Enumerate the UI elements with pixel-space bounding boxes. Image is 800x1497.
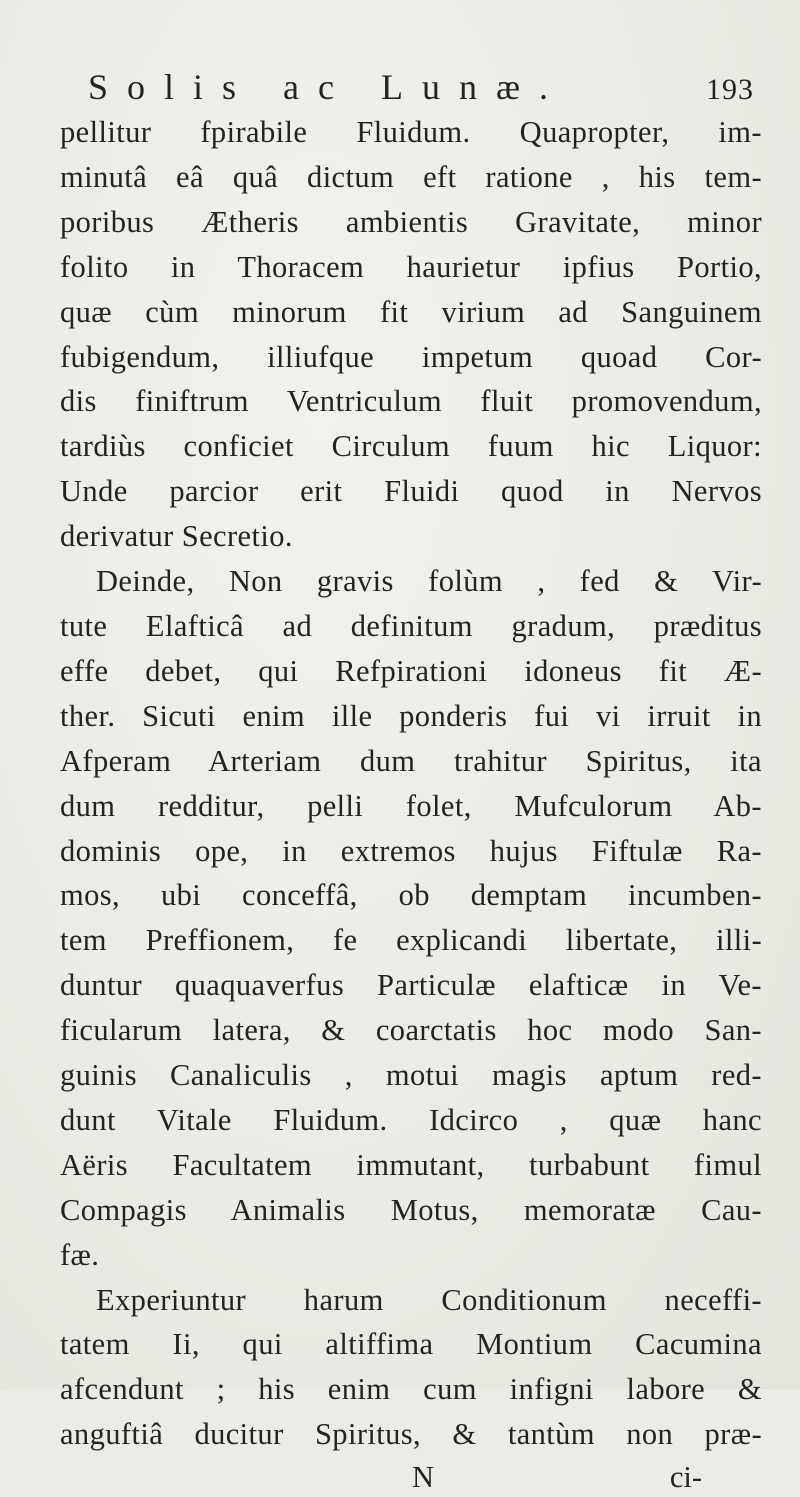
text-line: duntur quaquaverfus Particulæ elafticæ in Ve-	[60, 968, 762, 1003]
text-line: guinis Canaliculis , motui magis aptum red-	[60, 1058, 762, 1093]
text-line: tardiùs conficiet Circulum fuum hic Liquor:	[60, 429, 762, 464]
text-line: Deinde, Non gravis folùm , fed & Vir-	[96, 564, 762, 599]
text-line: tem Preffionem, fe explicandi libertate, illi-	[60, 923, 762, 958]
text-line: Experiuntur harum Conditionum neceffi-	[96, 1282, 762, 1317]
text-line: fubigendum, illiufque impetum quoad Cor-	[60, 339, 762, 374]
text-line: afcendunt ; his enim cum infigni labore &	[60, 1372, 762, 1407]
page-footer	[60, 1457, 762, 1497]
text-line: ther. Sicuti enim ille ponderis fui vi irruit in	[60, 698, 762, 733]
text-line: tute Elafticâ ad definitum gradum, præditus	[60, 608, 762, 643]
catchword: ci-	[669, 1460, 702, 1495]
paragraph-3	[60, 1278, 762, 1458]
text-line: ficularum latera, & coarctatis hoc modo San-	[60, 1013, 762, 1048]
signature-mark: N	[412, 1460, 435, 1495]
text-line: Compagis Animalis Motus, memoratæ Cau-	[60, 1192, 762, 1227]
text-line: dunt Vitale Fluidum. Idcirco , quæ hanc	[60, 1102, 762, 1137]
text-line: Unde parcior erit Fluidi quod in Nervos	[60, 474, 762, 509]
text-line: dum redditur, pelli folet, Mufculorum Ab-	[60, 788, 762, 823]
text-line: anguftiâ ducitur Spiritus, & tantùm non præ-	[60, 1417, 762, 1452]
text-line: dis finiftrum Ventriculum fluit promovendum,	[60, 384, 762, 419]
body-text	[60, 110, 762, 1457]
paragraph-2	[60, 559, 762, 1278]
running-head	[60, 66, 762, 110]
text-line: Aëris Facultatem immutant, turbabunt fimul	[60, 1147, 762, 1182]
text-line: quæ cùm minorum fit virium ad Sanguinem	[60, 294, 762, 329]
text-line: pellitur fpirabile Fluidum. Quapropter, im-	[60, 115, 762, 149]
text-line: poribus Ætheris ambientis Gravitate, minor	[60, 204, 762, 239]
text-line: derivatur Secretio.	[60, 519, 293, 554]
text-line: fæ.	[60, 1237, 100, 1272]
text-line: folito in Thoracem haurietur ipfius Portio,	[60, 249, 762, 284]
text-line: tatem Ii, qui altiffima Montium Cacumina	[60, 1327, 762, 1362]
paragraph-1	[60, 110, 762, 559]
running-title: Solis ac Lunæ.	[88, 67, 567, 107]
text-line: dominis ope, in extremos hujus Fiftulæ Ra-	[60, 833, 762, 868]
text-line: mos, ubi conceffâ, ob demptam incumben-	[60, 878, 762, 913]
page-number: 193	[706, 73, 754, 106]
text-line: Afperam Arteriam dum trahitur Spiritus, ita	[60, 743, 762, 778]
text-line: minutâ eâ quâ dictum eft ratione , his tem-	[60, 159, 762, 194]
text-line: effe debet, qui Refpirationi idoneus fit Æ-	[60, 653, 762, 688]
